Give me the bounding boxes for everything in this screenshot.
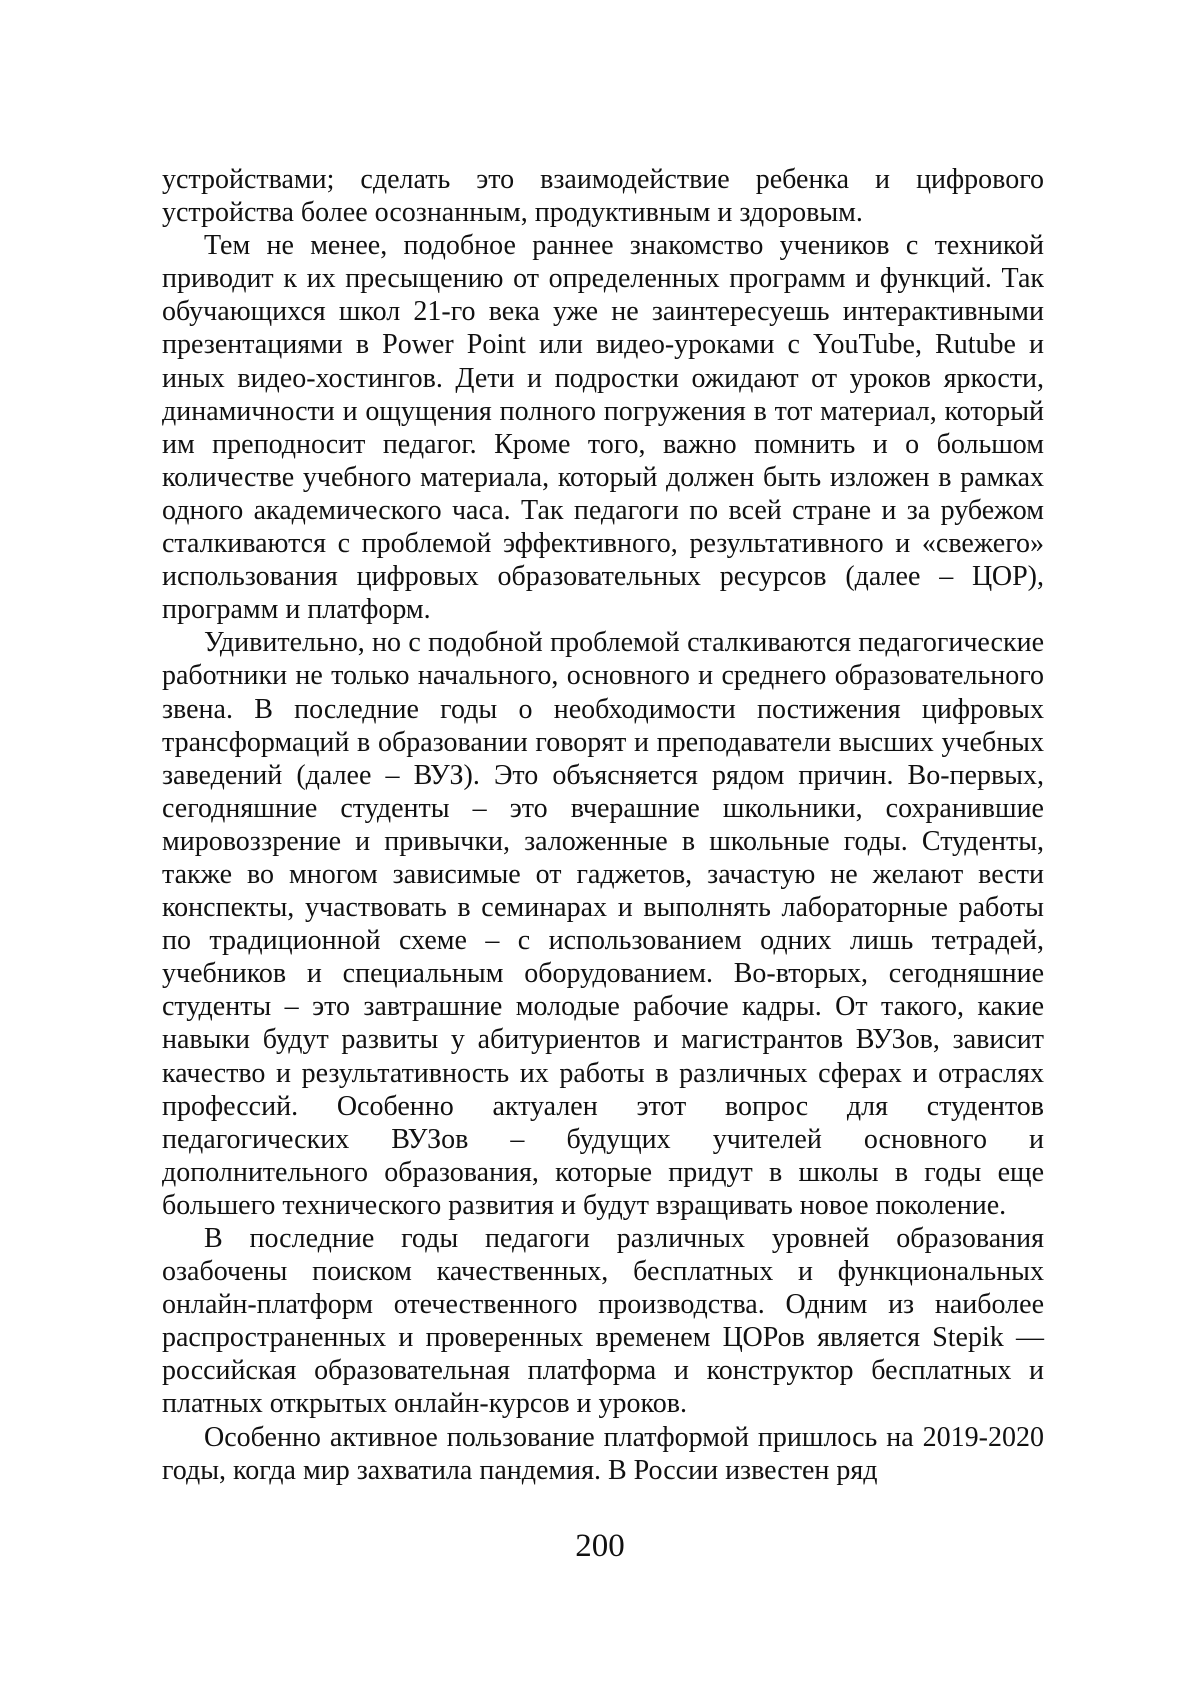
paragraph-3: Удивительно, но с подобной проблемой сталкиваются педагогические работники не только начального, основного и среднего образовательного звена. В последние годы о необходимости постижения цифровых трансформаций в образовании говорят и преподаватели высших учебных заведений (далее – ВУЗ). Это объясняется рядом причин. Во-первых, сегодняшние студенты – это вчерашние школьники, сохранившие мировоззрение и привычки, заложенные в школьные годы. Студенты, также во многом зависимые от гаджетов, зачастую не желают вести конспекты, участвовать в семинарах и выполнять лабораторные работы по традиционной схеме – с использованием одних лишь тетрадей, учебников и специальным оборудованием. Во-вторых, сегодняшние студенты – это завтрашние молодые рабочие кадры. От такого, какие навыки будут развиты у абитуриентов и магистрантов ВУЗов, зависит качество и результативность их работы в различных сферах и отраслях профессий. Особенно актуален этот вопрос для студентов педагогических ВУЗов – будущих учителей основного и дополнительного образования, которые придут в школы в годы еще большего технического развития и будут взращивать новое поколение. [162,627,1044,1221]
paragraph-2: Тем не менее, подобное раннее знакомство учеников с техникой приводит к их пресыщению от определенных программ и функций. Так обучающихся школ 21-го века уже не заинтересуешь интерактивными презентациями в Power Point или видео-уроками с YouTube, Rutube и иных видео-хостингов. Дети и подростки ожидают от уроков яркости, динамичности и ощущения полного погружения в тот материал, который им преподносит педагог. Кроме того, важно помнить и о большом количестве учебного материала, который должен быть изложен в рамках одного академического часа. Так педагоги по всей стране и за рубежом сталкиваются с проблемой эффективного, результативного и «свежего» использования цифровых образовательных ресурсов (далее – ЦОР), программ и платформ. [162,230,1044,626]
page-number: 200 [575,1528,625,1564]
paragraph-1: устройствами; сделать это взаимодействие ребенка и цифрового устройства более осознанным, продуктивным и здоровым. [162,164,1044,229]
paragraph-5: Особенно активное пользование платформой пришлось на 2019-2020 годы, когда мир захватила пандемия. В России известен ряд [162,1421,1044,1486]
page-body [162,163,1044,1487]
paragraph-4: В последние годы педагоги различных уровней образования озабочены поиском качественных, бесплатных и функциональных онлайн-платформ отечественного производства. Одним из наиболее распространенных и проверенных временем ЦОРов является Stepik — российская образовательная платформа и конструктор бесплатных и платных открытых онлайн-курсов и уроков. [162,1223,1044,1420]
